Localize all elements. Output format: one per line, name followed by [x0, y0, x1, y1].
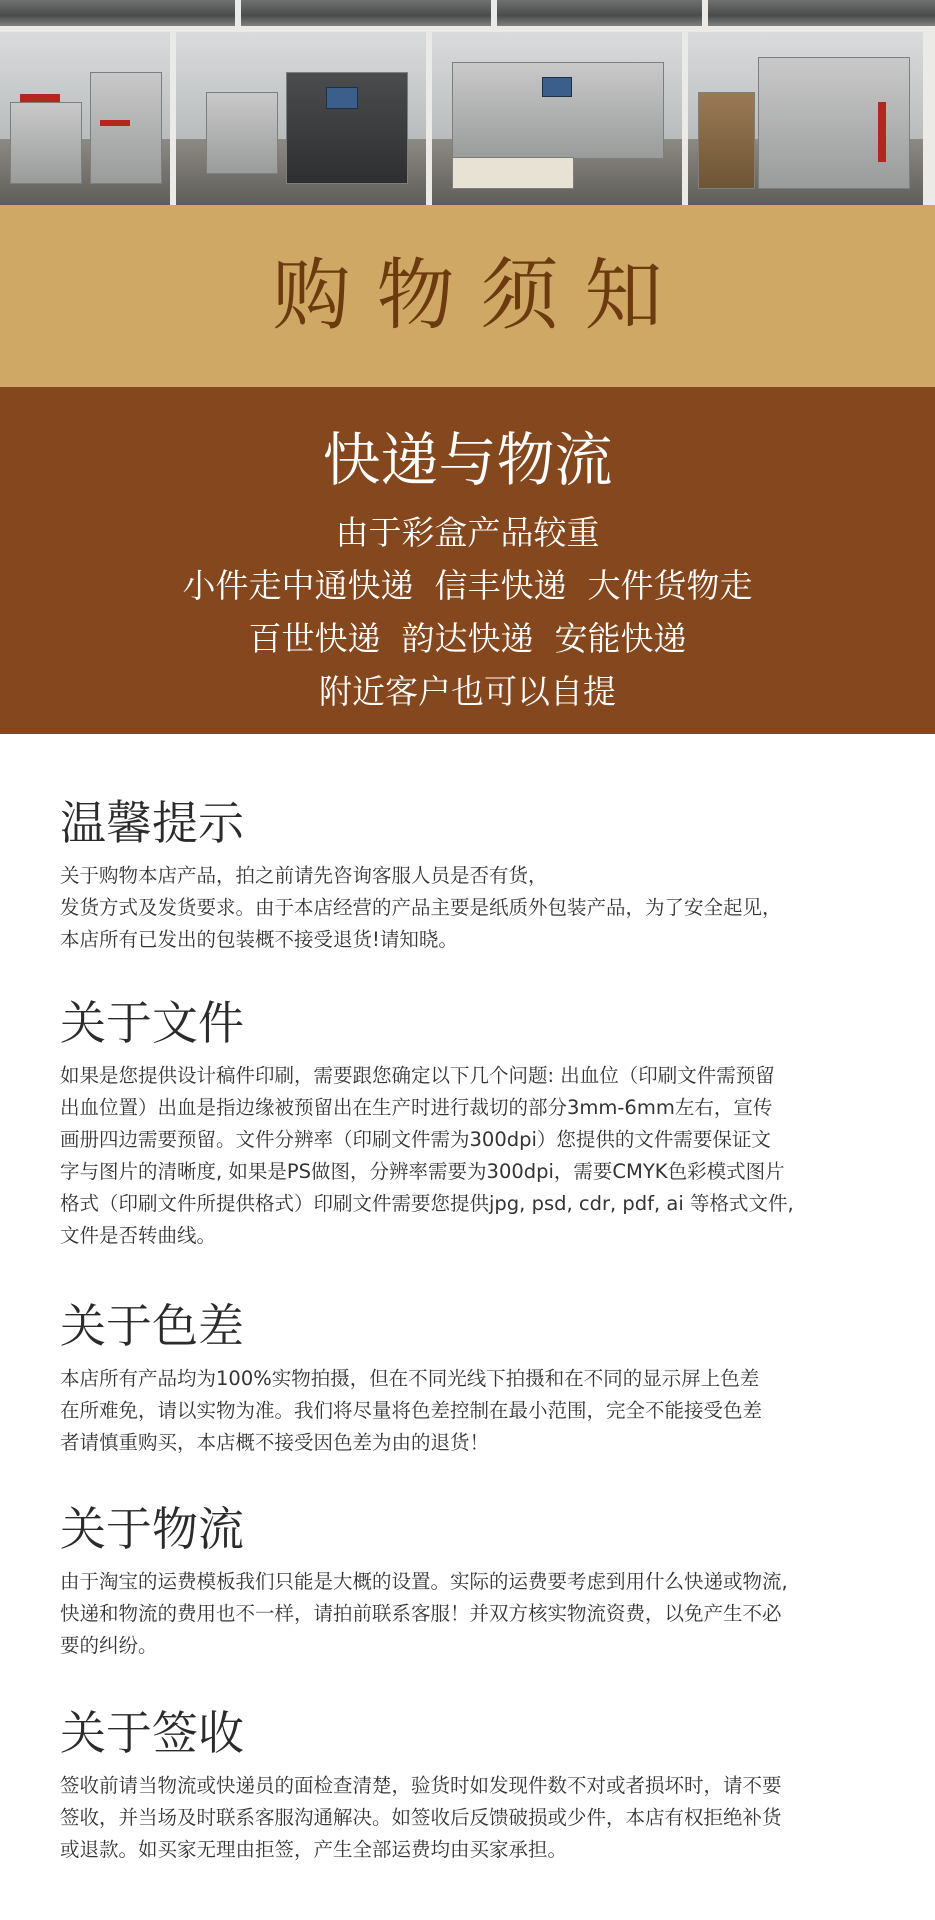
section-line: 字与图片的清晰度, 如果是PS做图，分辨率需要为300dpi，需要CMYK色彩模式图片 — [60, 1160, 785, 1183]
section-line: 或退款。如买家无理由拒签，产生全部运费均由买家承担。 — [60, 1838, 568, 1861]
section-line: 格式（印刷文件所提供格式）印刷文件需要您提供jpg, psd, cdr, pdf, ai 等格式文件, — [60, 1192, 794, 1215]
section-line: 快递和物流的费用也不一样，请拍前联系客服！并双方核实物流资费，以免产生不必 — [60, 1602, 782, 1625]
logistics-band — [0, 387, 935, 734]
section-line: 发货方式及发货要求。由于本店经营的产品主要是纸质外包装产品，为了安全起见， — [60, 896, 782, 919]
section-heading: 关于物流 — [60, 1502, 244, 1556]
factory-photo — [0, 32, 170, 205]
section-text — [60, 1060, 890, 1252]
section-line: 文件是否转曲线。 — [60, 1224, 217, 1247]
section-text — [60, 860, 890, 956]
section-line: 签收，并当场及时联系客服沟通解决。如签收后反馈破损或少件，本店有权拒绝补货 — [60, 1806, 782, 1829]
logistics-title: 快递与物流 — [322, 426, 613, 494]
factory-photo-row-main — [0, 32, 935, 205]
factory-photo — [708, 0, 935, 26]
factory-photo — [241, 0, 491, 26]
logistics-line: 百世快递 韵达快递 安能快递 — [248, 619, 687, 658]
section-line: 出血位置）出血是指边缘被预留出在生产时进行裁切的部分3mm-6mm左右，宣传 — [60, 1096, 773, 1119]
logistics-line: 由于彩盒产品较重 — [335, 513, 600, 552]
factory-photo-strip — [0, 0, 935, 205]
factory-photo — [176, 32, 426, 205]
section-heading: 温馨提示 — [60, 796, 244, 850]
factory-photo-row-top — [0, 0, 935, 26]
section-line: 画册四边需要预留。文件分辨率（印刷文件需为300dpi）您提供的文件需要保证文 — [60, 1128, 771, 1151]
section-color-difference — [60, 1299, 890, 1459]
section-logistics — [60, 1502, 890, 1662]
section-line: 关于购物本店产品，拍之前请先咨询客服人员是否有货， — [60, 864, 548, 887]
title-band — [0, 205, 935, 387]
section-line: 如果是您提供设计稿件印刷，需要跟您确定以下几个问题: 出血位（印刷文件需预留 — [60, 1064, 775, 1087]
factory-photo — [432, 32, 682, 205]
section-line: 由于淘宝的运费模板我们只能是大概的设置。实际的运费要考虑到用什么快递或物流, — [60, 1570, 788, 1593]
section-text — [60, 1770, 890, 1866]
section-line: 者请慎重购买，本店概不接受因色差为由的退货！ — [60, 1431, 490, 1454]
section-heading: 关于签收 — [60, 1706, 244, 1760]
section-line: 本店所有已发出的包装概不接受退货!请知晓。 — [60, 928, 458, 951]
section-warm-tips — [60, 796, 890, 956]
section-text — [60, 1363, 890, 1459]
section-heading: 关于色差 — [60, 1299, 244, 1353]
section-receipt — [60, 1706, 890, 1866]
section-line: 签收前请当物流或快递员的面检查清楚，验货时如发现件数不对或者损坏时，请不要 — [60, 1774, 782, 1797]
factory-photo — [0, 0, 235, 26]
section-text — [60, 1566, 890, 1662]
factory-photo — [497, 0, 702, 26]
section-files — [60, 996, 890, 1252]
section-line: 要的纠纷。 — [60, 1634, 158, 1657]
logistics-line: 附近客户也可以自提 — [319, 672, 616, 711]
factory-photo — [688, 32, 923, 205]
section-line: 本店所有产品均为100%实物拍摄，但在不同光线下拍摄和在不同的显示屏上色差 — [60, 1367, 760, 1390]
section-line: 在所难免，请以实物为准。我们将尽量将色差控制在最小范围，完全不能接受色差 — [60, 1399, 763, 1422]
section-heading: 关于文件 — [60, 996, 244, 1050]
logistics-line: 小件走中通快递 信丰快递 大件货物走 — [182, 566, 753, 605]
page-title: 购物须知 — [272, 251, 689, 341]
